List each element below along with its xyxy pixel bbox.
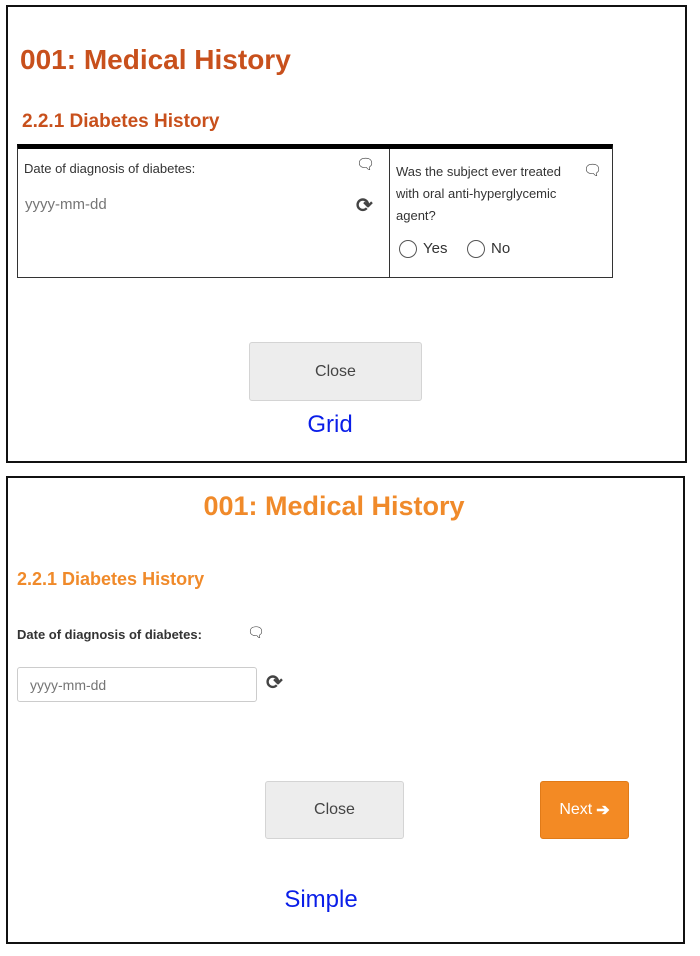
arrow-right-icon: ➔ [596,802,610,819]
caption-simple: Simple [284,886,358,913]
comment-icon[interactable]: 🗨︎ [583,162,603,179]
caption-grid: Grid [307,411,353,438]
radio-yes[interactable] [399,240,447,258]
date-input[interactable] [17,667,257,702]
divider [389,149,390,278]
page-title: 001: Medical History [20,44,291,75]
form-grid [17,144,613,278]
refresh-icon[interactable]: ⟳ [266,672,283,694]
next-label: Next [559,801,593,818]
date-label: Date of diagnosis of diabetes: [24,161,196,176]
close-button[interactable]: Close [249,342,422,401]
refresh-icon[interactable]: ⟳ [356,195,373,217]
section-title: 2.2.1 Diabetes History [22,111,220,132]
radio-yes-label: Yes [423,240,448,257]
radio-no-label: No [491,240,511,257]
comment-icon[interactable]: 🗨︎ [356,156,376,173]
comment-icon[interactable]: 🗨︎ [247,624,265,640]
page-title: 001: Medical History [203,491,465,521]
question-label: Was the subject ever treated with oral anti-hyperglycemic agent? [396,164,561,223]
section-title: 2.2.1 Diabetes History [17,569,205,589]
next-button[interactable] [540,781,629,839]
simple-view-panel [6,476,685,944]
date-label: Date of diagnosis of diabetes: [17,627,202,642]
radio-no[interactable] [467,240,510,258]
date-input[interactable] [23,195,327,214]
radio-circle-icon[interactable] [399,240,417,258]
radio-circle-icon[interactable] [467,240,485,258]
close-button[interactable]: Close [265,781,404,839]
